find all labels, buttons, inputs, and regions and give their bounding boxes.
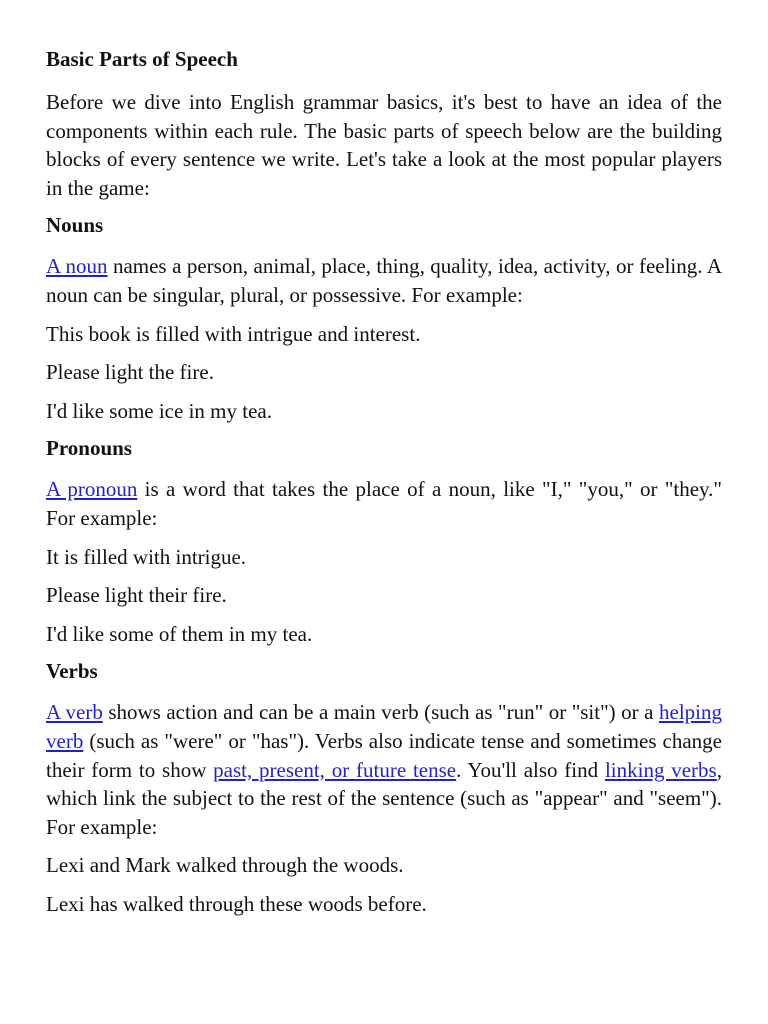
nouns-example-2: Please light the fire. <box>46 360 214 385</box>
nouns-definition-text: names a person, animal, place, thing, quality, idea, activity, or feeling. A noun can be singular, plural, or possessive. For example: <box>46 254 722 307</box>
pronouns-definition-text: is a word that takes the place of a noun, like "I," "you," or "they." For example: <box>46 477 723 530</box>
intro-paragraph: Before we dive into English grammar basics, it's best to have an idea of the components within each rule. The basic parts of speech below are the building blocks of every sentence we write. Let's take a look at the most popular players in the game: <box>46 90 722 200</box>
verbs-example-2: Lexi has walked through these woods before. <box>46 891 427 916</box>
nouns-definition <box>46 252 722 309</box>
pronouns-example-2: Please light their fire. <box>46 583 227 608</box>
verbs-definition <box>46 698 722 841</box>
nouns-heading: Nouns <box>46 213 104 238</box>
pronouns-heading: Pronouns <box>46 436 132 461</box>
page-title: Basic Parts of Speech <box>46 47 238 71</box>
nouns-example-1: This book is filled with intrigue and interest. <box>46 321 421 346</box>
verbs-text-2: (such as "were" or "has"). Verbs also indicate tense and sometimes change their form to show <box>46 728 722 782</box>
noun-link[interactable]: A noun <box>46 254 108 279</box>
helping-verb-link[interactable]: helping verb <box>46 700 722 753</box>
pronouns-example-1: It is filled with intrigue. <box>46 544 247 569</box>
nouns-example-3: I'd like some ice in my tea. <box>46 398 272 423</box>
verb-link[interactable]: A verb <box>46 700 103 725</box>
pronouns-definition <box>46 475 722 532</box>
tense-link[interactable]: past, present, or future tense <box>213 757 457 782</box>
verbs-text-1: shows action and can be a main verb (such as "run" or "sit") or a <box>102 700 659 725</box>
verbs-heading: Verbs <box>46 659 98 684</box>
verbs-text-4: , which link the subject to the rest of the sentence (such as "appear" and "seem"). For example: <box>46 757 722 839</box>
pronoun-link[interactable]: A pronoun <box>46 477 138 502</box>
linking-verbs-link[interactable]: linking verbs <box>604 757 717 782</box>
verbs-example-1: Lexi and Mark walked through the woods. <box>46 853 404 878</box>
verbs-text-3: . You'll also find <box>456 757 605 782</box>
pronouns-example-3: I'd like some of them in my tea. <box>46 621 313 646</box>
